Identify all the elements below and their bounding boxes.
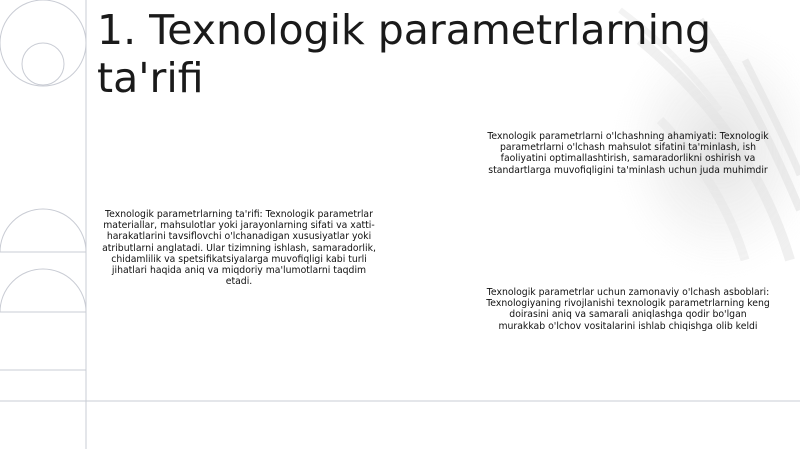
definition-text-block: Texnologik parametrlarning ta'rifi: Texnologik parametrlar materiallar, mahsulotlar yoki jarayonlarning sifati va xatti-harakatlarini tavsiflovchi o'lchanadigan xususiyatlar yoki atributlarni anglatadi. Ular tizimning ishlash, samaradorlik, chidamlilik va spetsifikatsiyalarga muvofiqligi kabi turli jihatlari haqida aniq va miqdoriy ma'lumotlarni taqdim etadi.: [102, 209, 376, 288]
importance-text-block: Texnologik parametrlarni o'lchashning ahamiyati: Texnologik parametrlarni o'lchash mahsulot sifatini ta'minlash, ish faoliyatini optimallashtirish, samaradorlikni oshirish va standartlarga muvofiqligini ta'minlash uchun juda muhimdir: [487, 131, 769, 176]
instruments-text-block: Texnologik parametrlar uchun zamonaviy o'lchash asboblari: Texnologiyaning rivojlanishi texnologik parametrlarning keng doirasini aniq va samarali aniqlashga qodir bo'lgan murakkab o'lchov vositalarini ishlab chiqishga olib keldi: [486, 287, 770, 332]
slide-title: 1. Texnologik parametrlarning ta'rifi: [97, 6, 711, 102]
